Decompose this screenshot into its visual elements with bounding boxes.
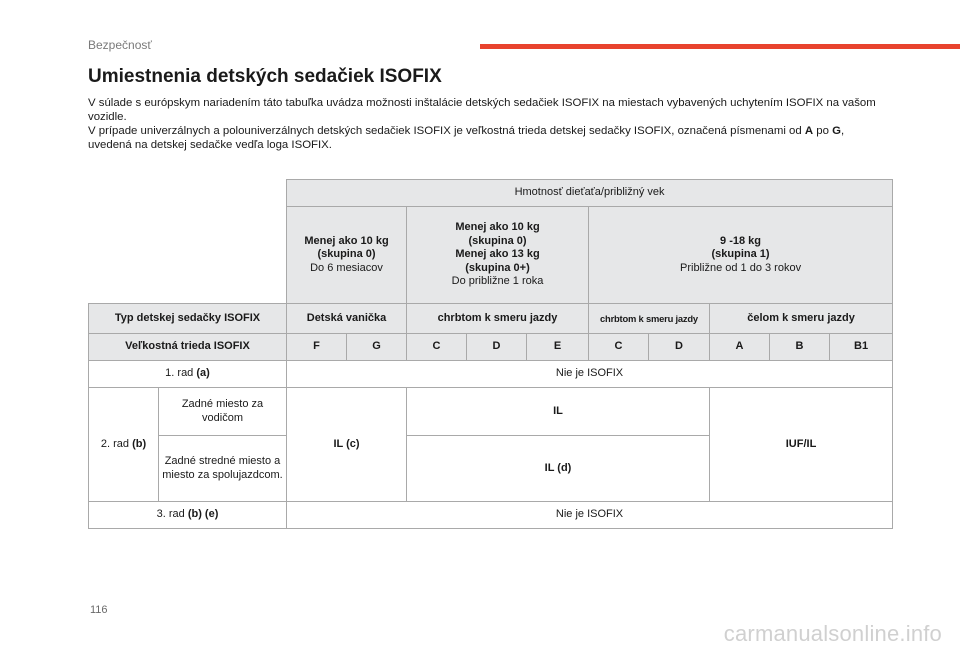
row-2-rearward-cot-value: IL (c) bbox=[287, 388, 407, 502]
seat-type-cell: čelom k smeru jazdy bbox=[710, 304, 893, 334]
intro-paragraph-1: V súlade s európskym nariadením táto tabuľka uvádza možnosti inštalácie detských sedačiek ISOFIX na miestach vybavených uchytením ISOFIX na vašom vozidle. bbox=[88, 97, 876, 123]
size-class-cell: D bbox=[467, 334, 527, 361]
size-class-row bbox=[89, 334, 893, 361]
intro-text-part: V prípade univerzálnych a polouniverzálnych detských sedačiek ISOFIX je veľkostná trieda detskej sedačky ISOFIX, označená písmenami od bbox=[88, 125, 805, 137]
row-3-value: Nie je ISOFIX bbox=[287, 502, 893, 529]
group-weight: Menej ako 10 kg bbox=[304, 234, 389, 247]
group-cell bbox=[287, 207, 407, 304]
row-note: (a) bbox=[196, 367, 210, 380]
intro-text bbox=[88, 96, 888, 152]
intro-paragraph-2 bbox=[88, 124, 888, 152]
group-weight: Menej ako 10 kg bbox=[455, 221, 540, 234]
group-age: Približne od 1 do 3 rokov bbox=[680, 261, 802, 274]
row-2-forward-value: IUF/IL bbox=[710, 388, 893, 502]
size-class-cell: C bbox=[589, 334, 649, 361]
row-3-label bbox=[89, 502, 287, 529]
group-name: (skupina 0+) bbox=[465, 261, 530, 274]
empty-corner-cell bbox=[89, 180, 287, 304]
seat-type-cell: chrbtom k smeru jazdy bbox=[589, 304, 710, 334]
row-2 bbox=[89, 388, 893, 436]
row-2-rear-facing-value: IL (d) bbox=[407, 436, 710, 502]
intro-text-part: , uvedená na detskej sedačke vedľa loga ISOFIX. bbox=[88, 125, 845, 151]
seat-type-label: Typ detskej sedačky ISOFIX bbox=[89, 304, 287, 334]
seat-position: Zadné miesto za vodičom bbox=[159, 388, 287, 436]
group-cell bbox=[407, 207, 589, 304]
row-label-text: 3. rad bbox=[156, 508, 188, 521]
accent-bar bbox=[480, 44, 960, 49]
page-title: Umiestnenia detských sedačiek ISOFIX bbox=[88, 66, 442, 87]
group-name: (skupina 0) bbox=[468, 234, 527, 247]
row-label-text: 1. rad bbox=[165, 367, 197, 380]
row-1 bbox=[89, 361, 893, 388]
group-name: (skupina 1) bbox=[711, 248, 770, 261]
size-class-cell: F bbox=[287, 334, 347, 361]
group-weight: 9 -18 kg bbox=[720, 234, 762, 247]
size-class-cell: A bbox=[710, 334, 770, 361]
seat-type-row bbox=[89, 304, 893, 334]
size-class-cell: B bbox=[770, 334, 830, 361]
row-2-rear-facing-value: IL bbox=[407, 388, 710, 436]
row-1-label bbox=[89, 361, 287, 388]
row-1-value: Nie je ISOFIX bbox=[287, 361, 893, 388]
weight-header: Hmotnosť dieťaťa/približný vek bbox=[287, 180, 893, 207]
isofix-table bbox=[88, 179, 893, 529]
intro-letter-to: G bbox=[832, 125, 841, 137]
size-class-cell: G bbox=[347, 334, 407, 361]
row-label-text: 2. rad bbox=[100, 437, 133, 450]
intro-letter-from: A bbox=[804, 125, 814, 137]
section-label: Bezpečnosť bbox=[88, 38, 152, 52]
row-3 bbox=[89, 502, 893, 529]
seat-type-cell: chrbtom k smeru jazdy bbox=[407, 304, 589, 334]
intro-text-part: po bbox=[813, 125, 833, 137]
size-class-cell: C bbox=[407, 334, 467, 361]
row-note: (b) bbox=[132, 437, 147, 450]
row-note: (b) (e) bbox=[187, 508, 219, 521]
size-class-cell: B1 bbox=[830, 334, 893, 361]
seat-type-cell: Detská vanička bbox=[287, 304, 407, 334]
size-class-cell: E bbox=[527, 334, 589, 361]
group-name: (skupina 0) bbox=[317, 248, 376, 261]
group-weight: Menej ako 13 kg bbox=[455, 248, 540, 261]
page-number: 116 bbox=[90, 604, 108, 616]
group-age: Do približne 1 roka bbox=[451, 275, 544, 288]
row-2-label bbox=[89, 388, 159, 502]
seat-position: Zadné stredné miesto a miesto za spolujazdcom. bbox=[159, 436, 287, 502]
group-age: Do 6 mesiacov bbox=[310, 261, 383, 274]
size-class-cell: D bbox=[649, 334, 710, 361]
group-cell bbox=[589, 207, 893, 304]
watermark: carmanualsonline.info bbox=[723, 621, 942, 646]
size-class-label: Veľkostná trieda ISOFIX bbox=[89, 334, 287, 361]
weight-header-row bbox=[89, 180, 893, 207]
